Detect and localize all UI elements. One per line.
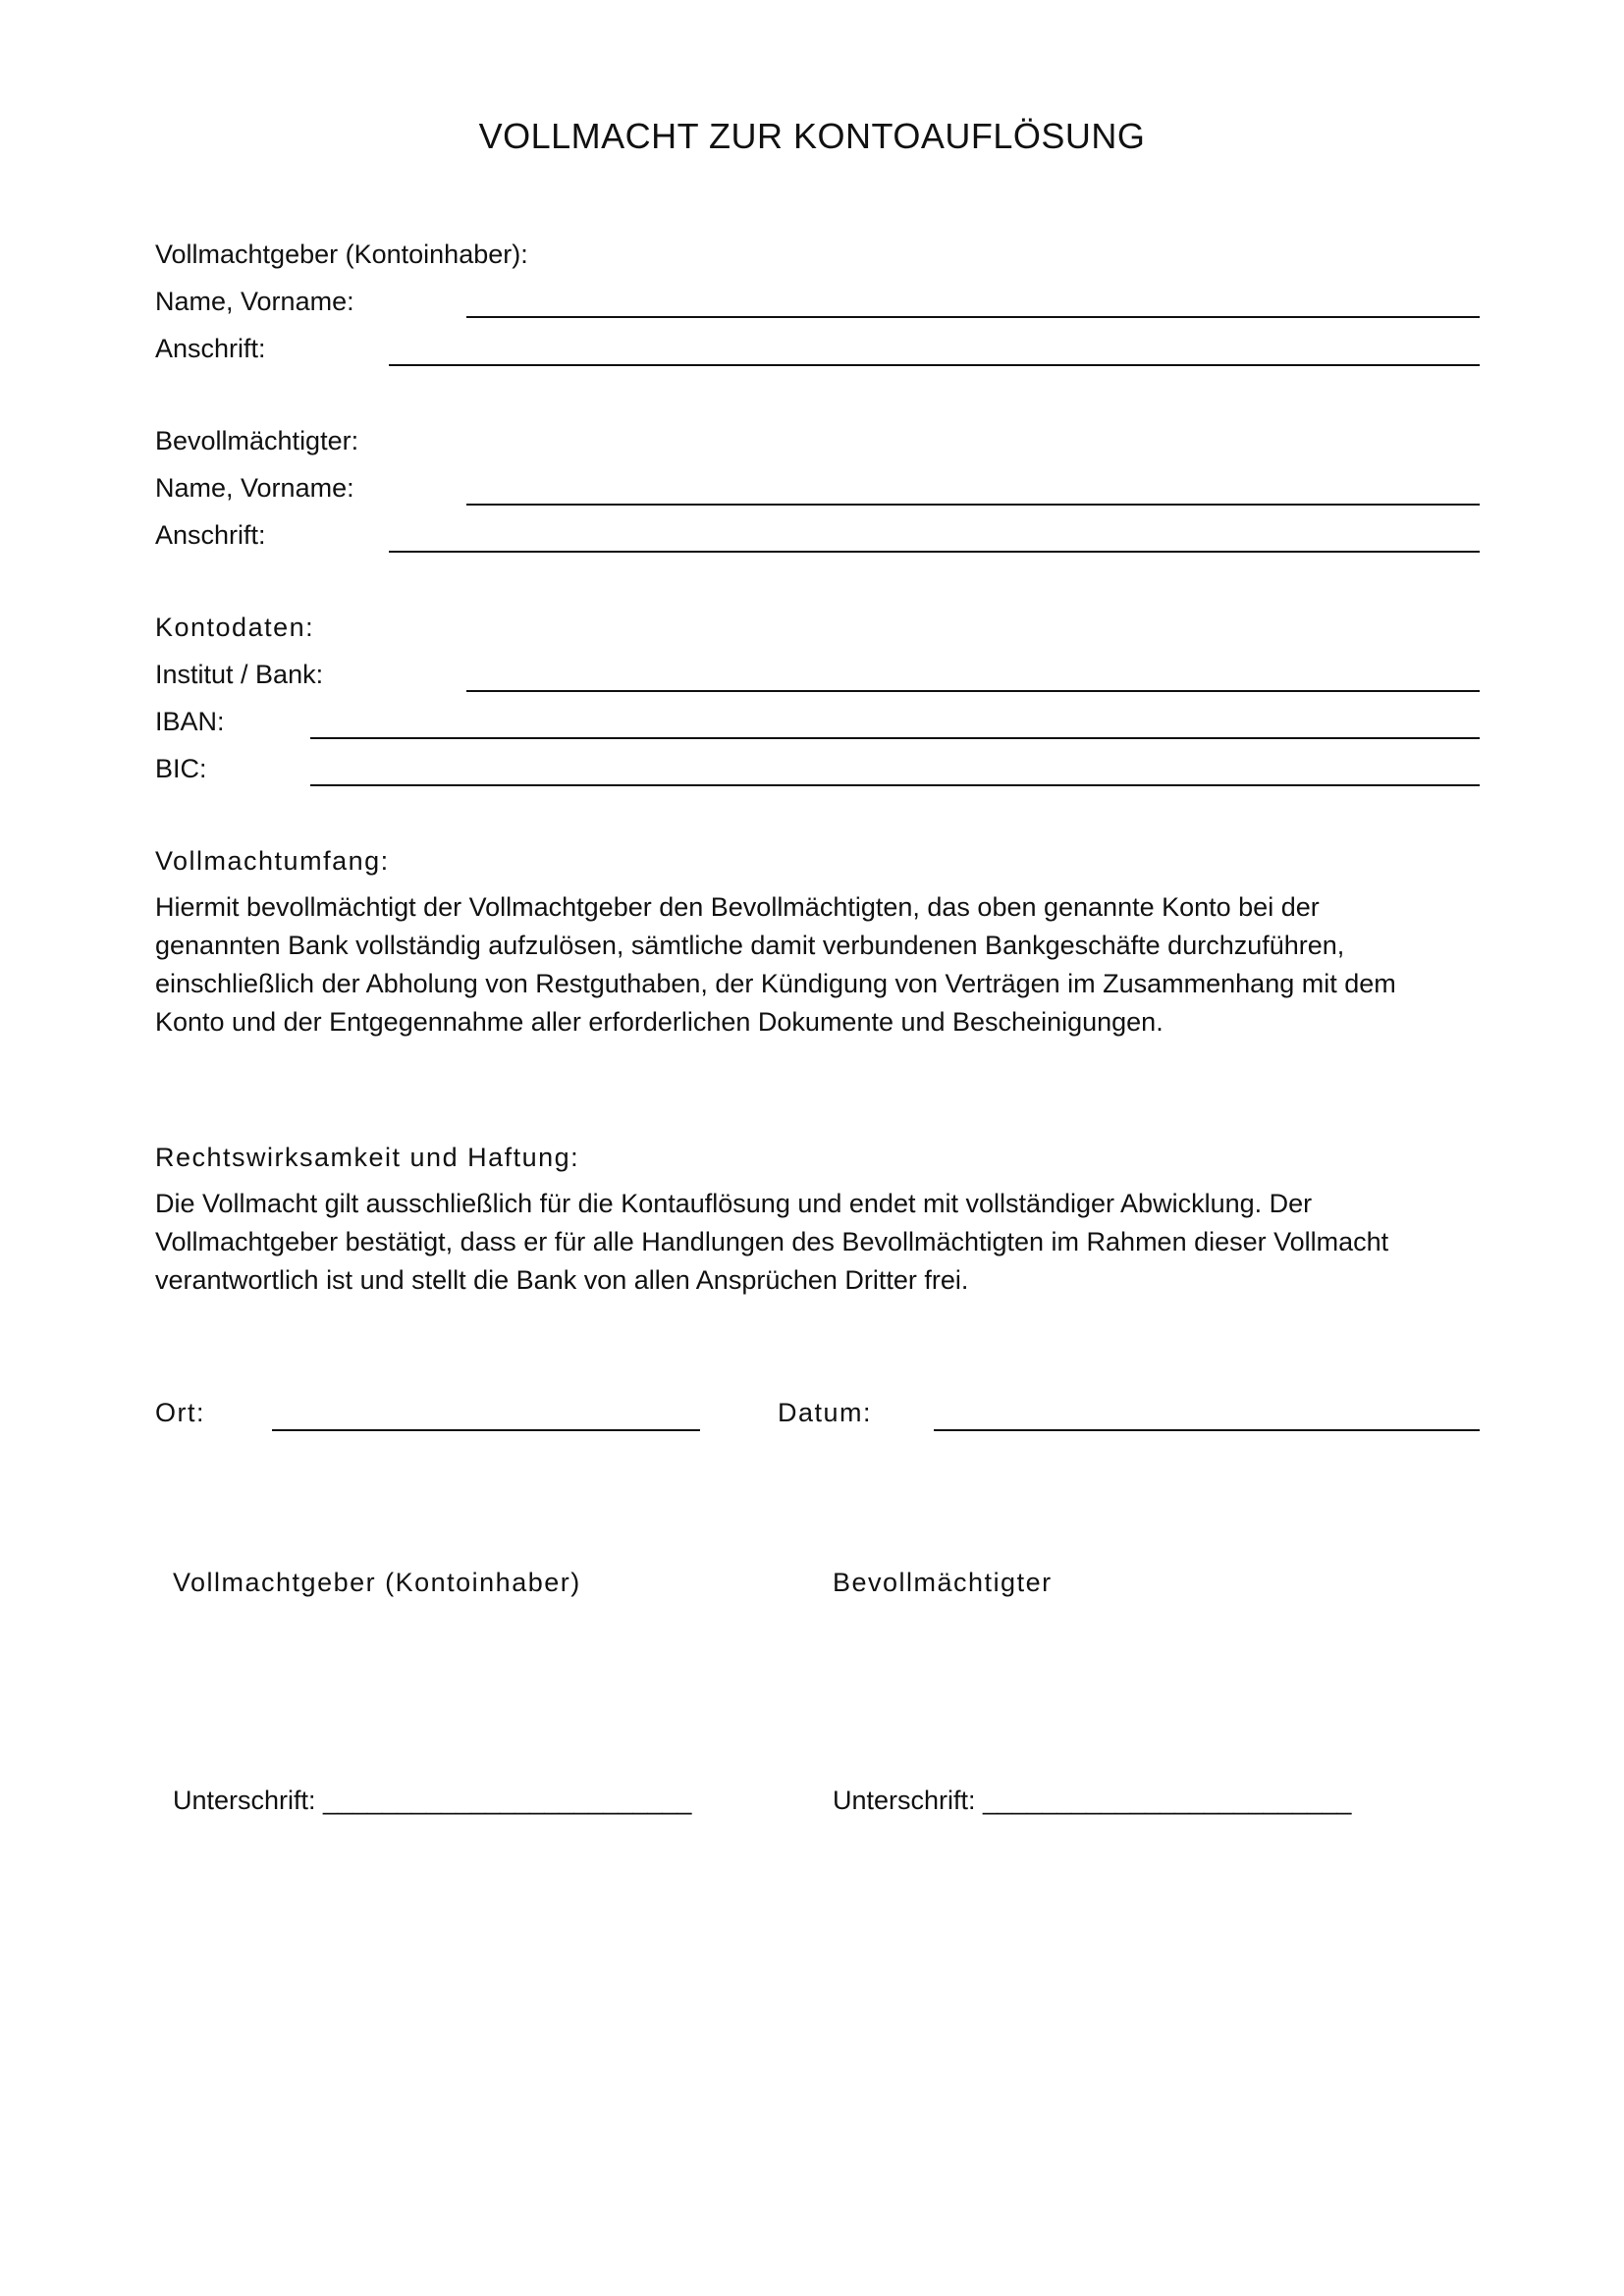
scope-paragraph bbox=[155, 888, 1490, 1041]
bic-label: BIC: bbox=[155, 754, 207, 783]
principal-signature-line[interactable]: Unterschrift: _________________________ bbox=[173, 1786, 692, 1815]
principal-name-line[interactable] bbox=[466, 316, 1480, 318]
liability-line: Vollmachtgeber bestätigt, dass er für alle Handlungen des Bevollmächtigten im Rahmen dieser Vollmacht bbox=[155, 1227, 1389, 1256]
scope-heading: Vollmachtumfang: bbox=[155, 846, 390, 876]
bank-line[interactable] bbox=[466, 690, 1480, 692]
iban-label: IBAN: bbox=[155, 707, 225, 736]
date-label: Datum: bbox=[778, 1398, 873, 1427]
principal-signature-heading: Vollmachtgeber (Kontoinhaber) bbox=[173, 1568, 581, 1597]
iban-line[interactable] bbox=[310, 737, 1480, 739]
agent-name-line[interactable] bbox=[466, 504, 1480, 506]
agent-address-line[interactable] bbox=[389, 551, 1480, 553]
liability-paragraph bbox=[155, 1185, 1490, 1300]
agent-signature-heading: Bevollmächtigter bbox=[833, 1568, 1053, 1597]
principal-address-line[interactable] bbox=[389, 364, 1480, 366]
account-heading: Kontodaten: bbox=[155, 613, 315, 642]
scope-line: Konto und der Entgegennahme aller erforderlichen Dokumente und Bescheinigungen. bbox=[155, 1007, 1164, 1037]
scope-line: genannten Bank vollständig aufzulösen, sämtliche damit verbundenen Bankgeschäfte durchzuführen, bbox=[155, 931, 1345, 960]
principal-address-label: Anschrift: bbox=[155, 334, 266, 363]
agent-signature-line[interactable]: Unterschrift: _________________________ bbox=[833, 1786, 1352, 1815]
bank-label: Institut / Bank: bbox=[155, 660, 324, 689]
bic-line[interactable] bbox=[310, 784, 1480, 786]
liability-heading: Rechtswirksamkeit und Haftung: bbox=[155, 1143, 580, 1172]
scope-line: einschließlich der Abholung von Restguthaben, der Kündigung von Verträgen im Zusammenhang mit dem bbox=[155, 969, 1396, 998]
place-line[interactable] bbox=[272, 1429, 700, 1431]
date-line[interactable] bbox=[934, 1429, 1480, 1431]
principal-name-label: Name, Vorname: bbox=[155, 287, 354, 316]
agent-address-label: Anschrift: bbox=[155, 520, 266, 550]
document-title: VOLLMACHT ZUR KONTOAUFLÖSUNG bbox=[478, 116, 1146, 156]
principal-heading: Vollmachtgeber (Kontoinhaber): bbox=[155, 240, 528, 269]
agent-heading: Bevollmächtigter: bbox=[155, 426, 359, 455]
agent-name-label: Name, Vorname: bbox=[155, 473, 354, 503]
place-label: Ort: bbox=[155, 1398, 205, 1427]
liability-line: Die Vollmacht gilt ausschließlich für die Kontauflösung und endet mit vollständiger Abwicklung. Der bbox=[155, 1189, 1313, 1218]
scope-line: Hiermit bevollmächtigt der Vollmachtgeber den Bevollmächtigten, das oben genannte Konto bei der bbox=[155, 892, 1320, 922]
liability-line: verantwortlich ist und stellt die Bank von allen Ansprüchen Dritter frei. bbox=[155, 1265, 969, 1295]
